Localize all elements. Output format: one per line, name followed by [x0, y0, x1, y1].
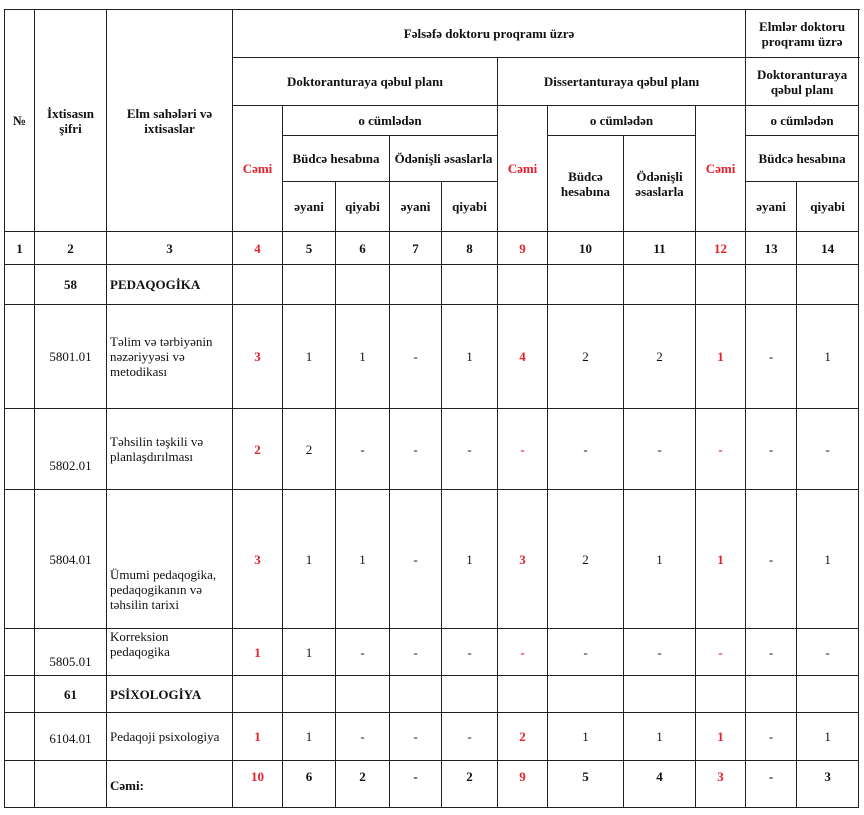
specialty-name: Pedaqoji psixologiya: [107, 713, 233, 761]
cell: 1: [797, 305, 859, 409]
cell: 1: [336, 305, 390, 409]
header-no: №: [5, 10, 35, 232]
cell: -: [442, 713, 498, 761]
cell-total: 3: [696, 761, 746, 808]
header-phd-program: Fəlsəfə doktoru proqramı üzrə: [233, 10, 746, 58]
table-row: [5, 713, 859, 761]
cell-total: 1: [696, 490, 746, 629]
col-number: 4: [233, 232, 283, 265]
section-code: 61: [35, 676, 107, 713]
cell: -: [336, 409, 390, 490]
cell-total: 9: [498, 761, 548, 808]
section-name: PEDAQOGİKA: [107, 265, 233, 305]
header-doct-plan: Doktoranturaya qəbul planı: [233, 58, 498, 106]
admission-plan-table: [4, 9, 859, 808]
table-row: [5, 305, 859, 409]
col-number: 2: [35, 232, 107, 265]
col-number: 6: [336, 232, 390, 265]
totals-row: [5, 761, 859, 808]
col-number: 9: [498, 232, 548, 265]
cell-total: 1: [696, 305, 746, 409]
cell: 1: [797, 490, 859, 629]
col-number: 5: [283, 232, 336, 265]
header-fulltime: əyani: [283, 182, 336, 232]
table-row: [5, 409, 859, 490]
cell-total: 10: [233, 761, 283, 808]
cell: 2: [624, 305, 696, 409]
section-row-psychology: [5, 676, 859, 713]
header-total-2: Cəmi: [498, 106, 548, 232]
cell: -: [797, 409, 859, 490]
cell-total: 4: [498, 305, 548, 409]
col-number: 1: [5, 232, 35, 265]
specialty-name: Təlim və tərbiyənin nəzəriyyəsi və metodikası: [107, 305, 233, 409]
cell: 1: [283, 713, 336, 761]
header-budget-2: Büdcə hesabına: [548, 136, 624, 232]
cell: -: [390, 713, 442, 761]
header-fulltime-3: əyani: [746, 182, 797, 232]
cell-total: 3: [498, 490, 548, 629]
header-parttime-3: qiyabi: [797, 182, 859, 232]
cell: -: [746, 713, 797, 761]
cell: 6: [283, 761, 336, 808]
header-dsc-program: Elmlər doktoru proqramı üzrə: [746, 10, 859, 58]
header-field: Elm sahələri və ixtisaslar: [107, 10, 233, 232]
specialty-name: Korreksion pedaqogika: [107, 629, 233, 676]
header-diss-plan: Dissertanturaya qəbul planı: [498, 58, 746, 106]
cell: 1: [283, 629, 336, 676]
header-code: İxtisasın şifri: [35, 10, 107, 232]
col-number: 7: [390, 232, 442, 265]
cell: -: [390, 305, 442, 409]
cell-total: -: [498, 629, 548, 676]
cell: 1: [442, 305, 498, 409]
header-incl-2: o cümlədən: [548, 106, 696, 136]
header-incl: o cümlədən: [283, 106, 498, 136]
cell: 4: [624, 761, 696, 808]
col-number: 12: [696, 232, 746, 265]
totals-label: Cəmi:: [107, 761, 233, 808]
section-name: PSİXOLOGİYA: [107, 676, 233, 713]
cell: 2: [336, 761, 390, 808]
header-budget: Büdcə hesabına: [283, 136, 390, 182]
col-number: 11: [624, 232, 696, 265]
cell: -: [390, 761, 442, 808]
cell-total: 1: [696, 713, 746, 761]
cell: 2: [283, 409, 336, 490]
cell: -: [442, 409, 498, 490]
specialty-name: Ümumi pedaqogika, pedaqogikanın və təhsilin tarixi: [107, 490, 233, 629]
header-parttime-2: qiyabi: [442, 182, 498, 232]
header-total-3: Cəmi: [696, 106, 746, 232]
column-number-row: [5, 232, 859, 265]
cell: 2: [442, 761, 498, 808]
cell: 2: [548, 305, 624, 409]
cell: 1: [624, 490, 696, 629]
cell: 1: [548, 713, 624, 761]
header-fulltime-2: əyani: [390, 182, 442, 232]
header-paid: Ödənişli əsaslarla: [390, 136, 498, 182]
specialty-code: 5801.01: [35, 305, 107, 409]
cell-total: 1: [233, 629, 283, 676]
cell: -: [746, 761, 797, 808]
cell: 1: [442, 490, 498, 629]
cell-total: -: [696, 629, 746, 676]
cell: 3: [797, 761, 859, 808]
header-paid-2: Ödənişli əsaslarla: [624, 136, 696, 232]
cell: -: [336, 713, 390, 761]
header-doct-plan-dsc: Doktoranturaya qəbul planı: [746, 58, 859, 106]
cell: 1: [283, 490, 336, 629]
cell: -: [548, 629, 624, 676]
specialty-code: 5805.01: [35, 629, 107, 676]
cell: -: [797, 629, 859, 676]
cell-total: 3: [233, 490, 283, 629]
col-number: 8: [442, 232, 498, 265]
header-parttime: qiyabi: [336, 182, 390, 232]
section-code: 58: [35, 265, 107, 305]
header-budget-3: Büdcə hesabına: [746, 136, 859, 182]
cell-total: 3: [233, 305, 283, 409]
cell: -: [624, 629, 696, 676]
cell: -: [442, 629, 498, 676]
cell-total: -: [498, 409, 548, 490]
specialty-name: Təhsilin təşkili və planlaşdırılması: [107, 409, 233, 490]
table-row: [5, 490, 859, 629]
cell: -: [746, 490, 797, 629]
cell: -: [390, 409, 442, 490]
cell: -: [746, 305, 797, 409]
specialty-code: 5802.01: [35, 409, 107, 490]
cell: -: [390, 490, 442, 629]
cell: -: [336, 629, 390, 676]
col-number: 3: [107, 232, 233, 265]
col-number: 10: [548, 232, 624, 265]
specialty-code: 6104.01: [35, 713, 107, 761]
cell: 1: [624, 713, 696, 761]
cell: -: [548, 409, 624, 490]
cell: -: [746, 409, 797, 490]
cell-total: 1: [233, 713, 283, 761]
cell: 1: [336, 490, 390, 629]
cell-total: 2: [233, 409, 283, 490]
cell: -: [746, 629, 797, 676]
header-incl-3: o cümlədən: [746, 106, 859, 136]
header-total: Cəmi: [233, 106, 283, 232]
cell: 2: [548, 490, 624, 629]
cell: 1: [797, 713, 859, 761]
section-row-pedagogy: [5, 265, 859, 305]
cell-total: 2: [498, 713, 548, 761]
cell-total: -: [696, 409, 746, 490]
specialty-code: 5804.01: [35, 490, 107, 629]
cell: -: [624, 409, 696, 490]
col-number: 14: [797, 232, 859, 265]
cell: 5: [548, 761, 624, 808]
cell: -: [390, 629, 442, 676]
cell: 1: [283, 305, 336, 409]
table-row: [5, 629, 859, 676]
col-number: 13: [746, 232, 797, 265]
